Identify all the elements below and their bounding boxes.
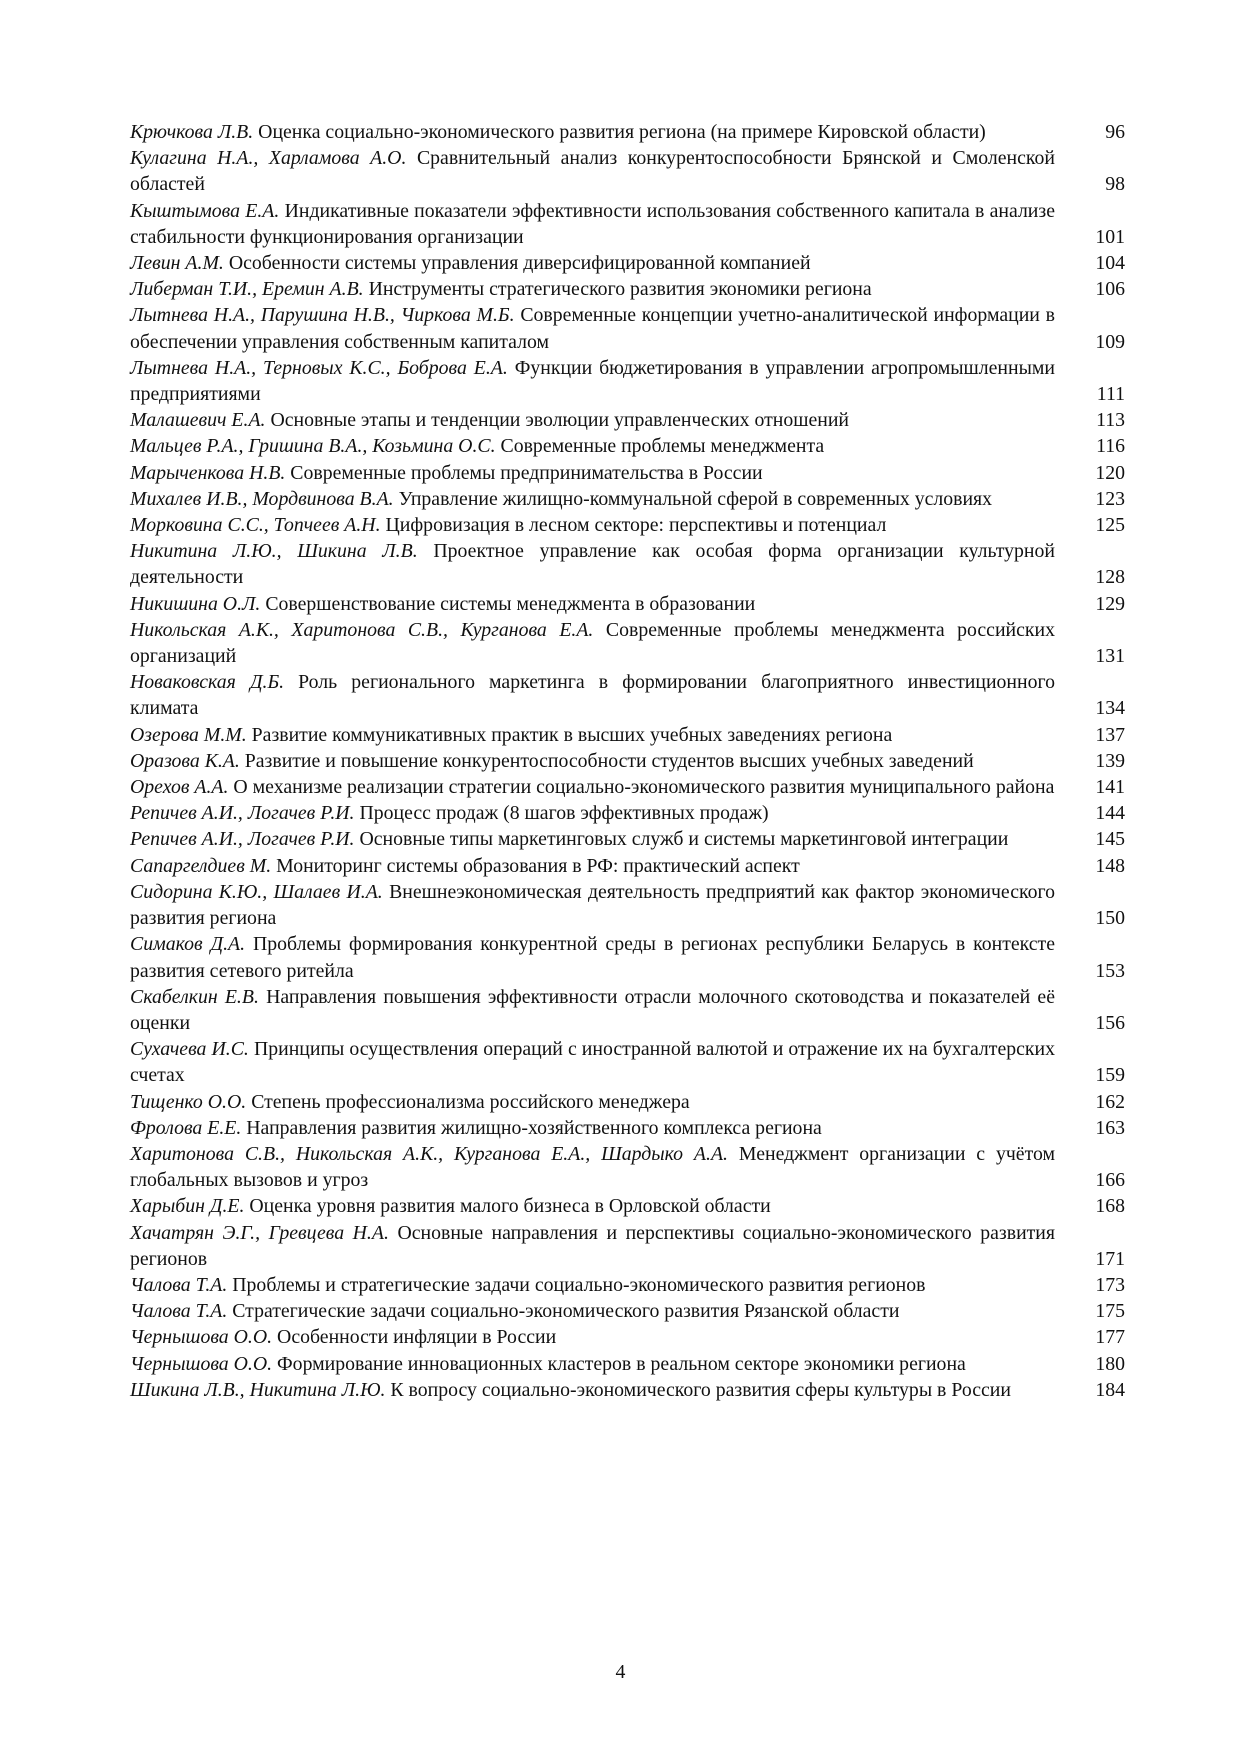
toc-entry-page-number: 163 — [1095, 1116, 1125, 1139]
toc-entry-authors: Харыбин Д.Е. — [130, 1195, 245, 1218]
toc-entry-title: Современные проблемы менеджмента российских организаций — [130, 618, 1055, 668]
toc-entry-title: Особенности инфляции в России — [277, 1326, 557, 1349]
toc-entry-authors: Кыштымова Е.А. — [130, 199, 280, 222]
toc-entry-authors: Орехов А.А. — [130, 776, 229, 799]
toc-entry-text — [130, 1141, 1055, 1193]
toc-entry — [130, 1377, 1125, 1403]
toc-entry-page-number: 96 — [1105, 121, 1125, 143]
toc-entry — [130, 198, 1125, 250]
toc-entry-text — [130, 800, 1055, 826]
toc-entry — [130, 669, 1125, 721]
toc-entry-page-number: 120 — [1095, 461, 1125, 484]
toc-entry — [130, 931, 1125, 983]
toc-entry-page-number: 184 — [1095, 1378, 1125, 1401]
toc-entry-page-number: 168 — [1095, 1195, 1125, 1218]
toc-entry-page-number: 156 — [1095, 1011, 1125, 1034]
toc-entry-title: О механизме реализации стратегии социально-экономического развития муниципального района — [233, 776, 1055, 799]
toc-entry-page-number: 104 — [1095, 252, 1125, 275]
toc-entry-title: Функции бюджетирования в управлении агропромышленными предприятиями — [130, 356, 1055, 406]
toc-entry — [130, 119, 1125, 145]
toc-entry — [130, 538, 1125, 590]
toc-entry-page-number: 128 — [1095, 566, 1125, 589]
toc-entry — [130, 355, 1125, 407]
toc-entry — [130, 853, 1125, 879]
toc-entry-text — [130, 276, 1055, 302]
toc-entry-text — [130, 617, 1055, 669]
toc-entry-page-number: 134 — [1095, 697, 1125, 720]
toc-entry-title: Развитие коммуникативных практик в высших учебных заведениях региона — [251, 723, 893, 746]
toc-entry-authors: Репичев А.И., Логачев Р.И. — [130, 828, 355, 851]
toc-entry-title: Развитие и повышение конкурентоспособности студентов высших учебных заведений — [244, 749, 974, 772]
toc-entry-authors: Марыченкова Н.В. — [130, 461, 286, 484]
toc-entry-text — [130, 433, 1055, 459]
toc-entry-title: Особенности системы управления диверсифицированной компанией — [228, 252, 811, 275]
toc-entry-page-number: 171 — [1095, 1247, 1125, 1270]
toc-entry-text — [130, 826, 1055, 852]
toc-entry-page-number: 129 — [1095, 592, 1125, 615]
toc-entry — [130, 460, 1125, 486]
toc-entry — [130, 879, 1125, 931]
toc-entry — [130, 774, 1125, 800]
toc-entry-authors: Лытнева Н.А., Терновых К.С., Боброва Е.А. — [130, 356, 508, 379]
toc-entry-page-number: 177 — [1095, 1326, 1125, 1349]
toc-entry-authors: Оразова К.А. — [130, 749, 240, 772]
toc-entry — [130, 617, 1125, 669]
toc-entry-authors: Мальцев Р.А., Гришина В.А., Козьмина О.С. — [130, 435, 496, 458]
toc-entry — [130, 1220, 1125, 1272]
toc-entry-authors: Никольская А.К., Харитонова С.В., Курганова Е.А. — [130, 618, 594, 641]
toc-entry-text — [130, 1089, 1055, 1115]
toc-entry — [130, 1115, 1125, 1141]
toc-entry — [130, 276, 1125, 302]
toc-entry-authors: Либерман Т.И., Еремин А.В. — [130, 278, 364, 301]
toc-entry — [130, 984, 1125, 1036]
toc-entry-authors: Сухачева И.С. — [130, 1038, 249, 1061]
toc-entry — [130, 1089, 1125, 1115]
toc-entry-text — [130, 355, 1055, 407]
toc-entry-title: Оценка социально-экономического развития региона (на примере Кировской области) — [258, 121, 986, 143]
toc-entry-title: Совершенствование системы менеджмента в образовании — [265, 592, 756, 615]
toc-entry-text — [130, 1036, 1055, 1088]
toc-entry-page-number: 166 — [1095, 1169, 1125, 1192]
toc-entry-page-number: 159 — [1095, 1064, 1125, 1087]
toc-entry-authors: Кулагина Н.А., Харламова А.О. — [130, 147, 407, 170]
toc-entry-page-number: 106 — [1095, 278, 1125, 301]
toc-entry — [130, 302, 1125, 354]
toc-entry-authors: Лытнева Н.А., Парушина Н.В., Чиркова М.Б. — [130, 304, 515, 327]
toc-entry-title: Проблемы формирования конкурентной среды в регионах республики Беларусь в контексте развития сетевого ритейла — [130, 933, 1055, 982]
toc-entry-text — [130, 722, 1055, 748]
toc-entry-page-number: 139 — [1095, 749, 1125, 772]
toc-entry-title: Индикативные показатели эффективности использования собственного капитала в анализе стабильности функционирования организации — [130, 199, 1055, 248]
toc-entry-text — [130, 198, 1055, 250]
toc-entry-text — [130, 119, 1055, 145]
toc-entry-text — [130, 302, 1055, 354]
toc-entry — [130, 145, 1125, 197]
toc-entry-authors: Симаков Д.А. — [130, 933, 246, 956]
toc-entry-page-number: 113 — [1096, 409, 1125, 432]
toc-entry — [130, 826, 1125, 852]
toc-entry-title: Направления развития жилищно-хозяйственного комплекса региона — [246, 1116, 822, 1139]
toc-entry-title: Инструменты стратегического развития экономики региона — [368, 278, 872, 301]
toc-entry-page-number: 125 — [1095, 514, 1125, 537]
toc-entry-authors: Сапаргелдиев М. — [130, 854, 272, 877]
toc-entry-title: Направления повышения эффективности отрасли молочного скотоводства и показателей её оценки — [130, 985, 1055, 1034]
toc-entry-page-number: 98 — [1105, 173, 1125, 196]
toc-entry-authors: Шикина Л.В., Никитина Л.Ю. — [130, 1378, 386, 1401]
toc-entry-title: Оценка уровня развития малого бизнеса в Орловской области — [249, 1195, 771, 1218]
toc-entry-text — [130, 1193, 1055, 1219]
toc-entry-page-number: 175 — [1095, 1300, 1125, 1323]
toc-entry — [130, 1298, 1125, 1324]
toc-entry-authors: Сидорина К.Ю., Шалаев И.А. — [130, 880, 383, 903]
toc-entry-page-number: 109 — [1095, 330, 1125, 353]
toc-entry-page-number: 173 — [1095, 1273, 1125, 1296]
toc-entry — [130, 486, 1125, 512]
toc-entry-authors: Малашевич Е.А. — [130, 409, 266, 432]
toc-entry-text — [130, 591, 1055, 617]
toc-entry-title: Основные направления и перспективы социально-экономического развития регионов — [130, 1221, 1055, 1270]
toc-entry — [130, 1272, 1125, 1298]
toc-entry-title: Мониторинг системы образования в РФ: практический аспект — [276, 854, 800, 877]
toc-entry-authors: Чернышова О.О. — [130, 1352, 273, 1375]
toc-entry-text — [130, 984, 1055, 1036]
toc-entry-page-number: 101 — [1095, 225, 1125, 248]
toc-entry-authors: Озерова М.М. — [130, 723, 247, 746]
toc-entry-text — [130, 460, 1055, 486]
toc-entry-page-number: 162 — [1095, 1090, 1125, 1113]
toc-entry-text — [130, 1115, 1055, 1141]
toc-entry — [130, 1324, 1125, 1350]
toc-entry-authors: Скабелкин Е.В. — [130, 985, 259, 1008]
toc-entry-authors: Никишина О.Л. — [130, 592, 261, 615]
toc-entry-text — [130, 748, 1055, 774]
toc-entry — [130, 591, 1125, 617]
toc-entry-authors: Новаковская Д.Б. — [130, 671, 285, 694]
toc-entry-text — [130, 879, 1055, 931]
toc-entry-authors: Крючкова Л.В. — [130, 121, 254, 143]
toc-entry-page-number: 145 — [1095, 828, 1125, 851]
toc-entry-authors: Чалова Т.А. — [130, 1273, 228, 1296]
toc-entry-authors: Морковина С.С., Топчеев А.Н. — [130, 514, 381, 537]
toc-entry-authors: Левин А.М. — [130, 252, 224, 275]
toc-entry-title: Управление жилищно-коммунальной сферой в современных условиях — [398, 487, 993, 510]
toc-entry-authors: Чалова Т.А. — [130, 1300, 228, 1323]
toc-entry — [130, 1193, 1125, 1219]
toc-entry-title: Стратегические задачи социально-экономического развития Рязанской области — [232, 1300, 900, 1323]
toc-entry-title: Формирование инновационных кластеров в реальном секторе экономики региона — [277, 1352, 966, 1375]
toc-entry — [130, 1036, 1125, 1088]
toc-entry-title: Процесс продаж (8 шагов эффективных продаж) — [359, 802, 769, 825]
toc-entry — [130, 512, 1125, 538]
toc-entry-page-number: 141 — [1095, 776, 1125, 799]
toc-entry-text — [130, 1377, 1055, 1403]
toc-entry-title: Современные проблемы менеджмента — [500, 435, 825, 458]
toc-entry-title: Основные типы маркетинговых служб и системы маркетинговой интеграции — [359, 828, 1009, 851]
toc-entry-page-number: 137 — [1095, 723, 1125, 746]
toc-entry-title: Внешнеэкономическая деятельность предприятий как фактор экономического развития региона — [130, 880, 1055, 930]
toc-entry-authors: Чернышова О.О. — [130, 1326, 273, 1349]
toc-entry-title: Современные проблемы предпринимательства в России — [290, 461, 763, 484]
toc-entry-title: К вопросу социально-экономического развития сферы культуры в России — [390, 1378, 1011, 1401]
toc-entry-title: Степень профессионализма российского менеджера — [251, 1090, 690, 1113]
toc-entry-authors: Хачатрян Э.Г., Гревцева Н.А. — [130, 1221, 389, 1244]
toc-entry — [130, 722, 1125, 748]
toc-entry-text — [130, 250, 1055, 276]
toc-entry-text — [130, 669, 1055, 721]
toc-entry-text — [130, 774, 1055, 800]
toc-entry-title: Современные концепции учетно-аналитической информации в обеспечении управления собственным капиталом — [130, 304, 1055, 353]
toc-entry-page-number: 144 — [1095, 802, 1125, 825]
toc-entry-text — [130, 1298, 1055, 1324]
toc-entry-title: Роль регионального маркетинга в формировании благоприятного инвестиционного климата — [130, 671, 1055, 720]
toc-entry-text — [130, 512, 1055, 538]
toc-entry — [130, 407, 1125, 433]
toc-entry-page-number: 148 — [1095, 854, 1125, 877]
toc-entry-text — [130, 853, 1055, 879]
table-of-contents — [130, 119, 1125, 1403]
toc-entry-authors: Репичев А.И., Логачев Р.И. — [130, 802, 355, 825]
toc-entry-page-number: 123 — [1095, 487, 1125, 510]
toc-entry-text — [130, 538, 1055, 590]
toc-entry-text — [130, 1324, 1055, 1350]
toc-entry-text — [130, 1272, 1055, 1298]
toc-entry-text — [130, 407, 1055, 433]
toc-entry — [130, 1141, 1125, 1193]
toc-entry-title: Проектное управление как особая форма организации культурной деятельности — [130, 540, 1055, 589]
toc-entry-authors: Михалев И.В., Мордвинова В.А. — [130, 487, 394, 510]
toc-entry — [130, 748, 1125, 774]
toc-entry-text — [130, 145, 1055, 197]
toc-entry — [130, 800, 1125, 826]
toc-entry — [130, 433, 1125, 459]
toc-entry-page-number: 180 — [1095, 1352, 1125, 1375]
toc-entry-title: Основные этапы и тенденции эволюции управленческих отношений — [270, 409, 850, 432]
toc-entry-authors: Никитина Л.Ю., Шикина Л.В. — [130, 540, 418, 563]
page-number: 4 — [615, 1661, 626, 1683]
toc-entry-page-number: 153 — [1095, 959, 1125, 982]
toc-entry-title: Проблемы и стратегические задачи социально-экономического развития регионов — [232, 1273, 926, 1296]
toc-entry-page-number: 111 — [1096, 383, 1125, 406]
toc-entry-authors: Фролова Е.Е. — [130, 1116, 242, 1139]
toc-entry-title: Цифровизация в лесном секторе: перспективы и потенциал — [385, 514, 887, 537]
toc-entry-title: Менеджмент организации с учётом глобальных вызовов и угроз — [130, 1142, 1055, 1192]
toc-entry-title: Сравнительный анализ конкурентоспособности Брянской и Смоленской областей — [130, 147, 1055, 196]
toc-entry-text — [130, 1351, 1055, 1377]
toc-entry-page-number: 150 — [1095, 907, 1125, 930]
toc-entry-text — [130, 486, 1055, 512]
toc-entry-title: Принципы осуществления операций с иностранной валютой и отражение их на бухгалтерских счетах — [130, 1038, 1055, 1087]
toc-entry-text — [130, 1220, 1055, 1272]
toc-entry-text — [130, 931, 1055, 983]
toc-entry — [130, 250, 1125, 276]
toc-entry — [130, 1351, 1125, 1377]
toc-entry-authors: Тищенко О.О. — [130, 1090, 247, 1113]
toc-entry-authors: Харитонова С.В., Никольская А.К., Курганова Е.А., Шардыко А.А. — [130, 1142, 728, 1165]
toc-entry-page-number: 116 — [1096, 435, 1125, 458]
toc-entry-page-number: 131 — [1095, 645, 1125, 668]
